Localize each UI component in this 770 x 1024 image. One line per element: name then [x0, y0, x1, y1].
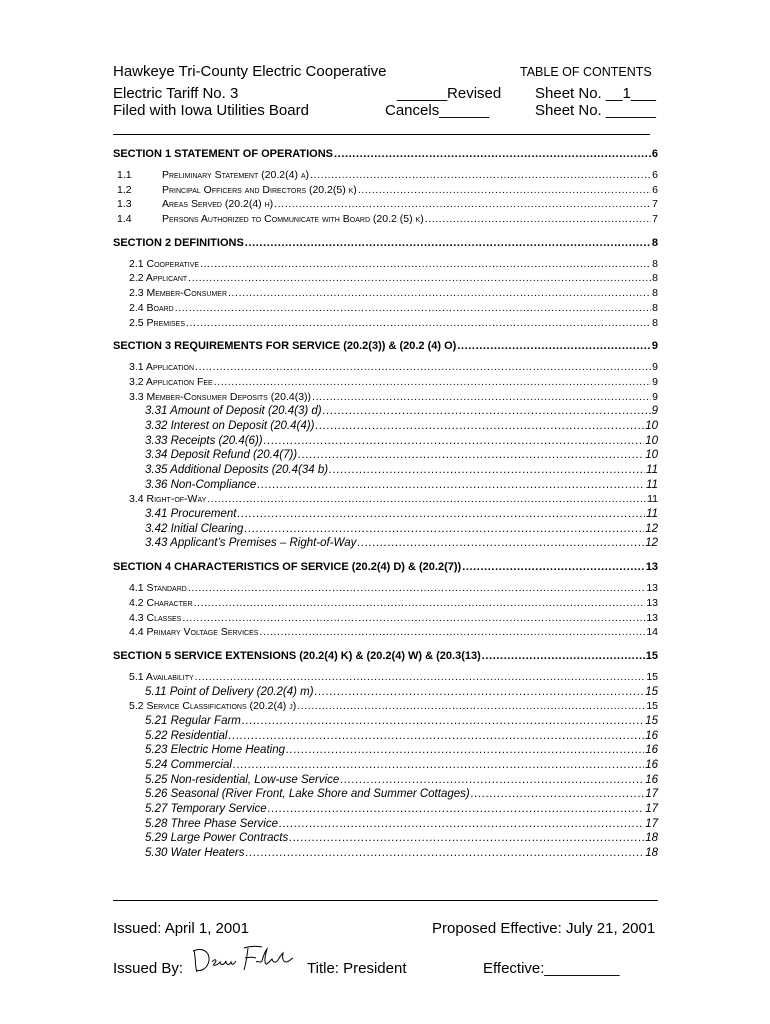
toc-page-number: 10	[645, 419, 658, 432]
dot-leader	[315, 685, 645, 700]
toc-page-number: 11	[646, 478, 658, 491]
toc-entry-row	[113, 670, 658, 685]
toc-entry-row	[113, 846, 658, 861]
toc-page-number: 13	[645, 561, 658, 574]
dot-leader	[200, 257, 651, 272]
toc-entry-title: 3.32 Interest on Deposit (20.4(4))	[145, 419, 315, 432]
toc-page-number: 12	[645, 537, 658, 550]
dot-leader	[297, 699, 645, 714]
toc-entry-title: 3.42 Initial Clearing	[145, 522, 244, 535]
toc-entry-row	[113, 714, 658, 729]
dot-leader	[312, 390, 651, 405]
dot-leader	[334, 146, 651, 162]
dot-leader	[259, 625, 645, 640]
toc-entry-number: 1.2	[117, 183, 132, 196]
toc-entry-title: 3.4 Right-of-Way	[129, 493, 207, 506]
proposed-effective-date: Proposed Effective: July 21, 2001	[432, 920, 656, 937]
toc-entry-row	[113, 286, 658, 301]
dot-leader	[182, 611, 645, 626]
toc-page-number: 17	[645, 788, 658, 801]
toc-label: TABLE OF CONTENTS	[520, 65, 652, 79]
toc-entry-title: 2.2 Applicant	[129, 272, 188, 285]
dot-leader	[289, 831, 644, 846]
dot-leader	[246, 846, 645, 861]
toc-entry-title: Preliminary Statement (20.2(4) a)	[162, 169, 310, 181]
toc-page-number: 13	[646, 611, 658, 624]
toc-entry-title: 5.11 Point of Delivery (20.2(4) m)	[145, 685, 314, 698]
toc-page-number: 6	[652, 169, 658, 181]
toc-page-number: 14	[646, 626, 658, 639]
toc-entry-row	[113, 729, 658, 744]
toc-entry-title: 2.1 Cooperative	[129, 257, 200, 270]
toc-page-number: 11	[646, 508, 658, 521]
signature-image	[190, 942, 296, 978]
toc-entry-row	[113, 625, 658, 640]
toc-entry-row	[113, 419, 658, 434]
dot-leader	[233, 758, 644, 773]
toc-page-number: 11	[646, 464, 658, 476]
dot-leader	[274, 197, 651, 212]
dot-leader	[242, 714, 644, 729]
toc-entry-row	[113, 536, 658, 551]
toc-entry-row	[113, 492, 658, 507]
toc-entry-number: 1.3	[117, 198, 132, 211]
dot-leader	[329, 463, 645, 478]
toc-entry-title: 2.5 Premises	[129, 316, 186, 329]
toc-entry-title: 5.27 Temporary Service	[145, 803, 267, 816]
toc-page-number: 6	[652, 183, 658, 196]
toc-section-row	[113, 338, 658, 354]
toc-page-number: 16	[645, 759, 658, 771]
dot-leader	[228, 286, 651, 301]
toc-entry-title: 3.35 Additional Deposits (20.4(34 b)	[145, 464, 329, 476]
toc-entry-title: 2.3 Member-Consumer	[129, 287, 228, 300]
toc-entry-title: 3.43 Applicant’s Premises – Right-of-Way	[145, 537, 357, 550]
toc-entry-title: 3.33 Receipts (20.4(6))	[145, 434, 263, 447]
toc-entry-title: 3.2 Application Fee	[129, 375, 213, 388]
toc-page-number: 9	[651, 405, 658, 418]
cancels-field: Cancels______	[385, 102, 490, 119]
revised-field: ______Revised	[397, 85, 502, 102]
dot-leader	[194, 596, 646, 611]
toc-entry-title: Areas Served (20.2(4) h)	[162, 198, 274, 211]
toc-page-number: 12	[645, 522, 658, 535]
toc-entry-row	[113, 183, 658, 198]
toc-entry-row	[113, 360, 658, 375]
toc-page-number: 16	[645, 729, 658, 742]
dot-leader	[315, 419, 644, 434]
dot-leader	[286, 743, 644, 758]
dot-leader	[482, 648, 645, 664]
footer-divider	[113, 900, 658, 901]
toc-entry-row	[113, 817, 658, 832]
toc-page-number: 13	[646, 596, 658, 609]
toc-entry-row	[113, 699, 658, 714]
dot-leader	[195, 360, 651, 375]
toc-entry-title: 5.30 Water Heaters	[145, 847, 245, 860]
dot-leader	[310, 168, 651, 183]
toc-entry-row	[113, 581, 658, 596]
toc-entry-title: SECTION 1 STATEMENT OF OPERATIONS	[113, 148, 334, 160]
toc-page-number: 6	[651, 148, 658, 160]
tariff-number: Electric Tariff No. 3	[113, 85, 239, 102]
filed-with: Filed with Iowa Utilities Board	[113, 102, 309, 119]
toc-entry-title: 5.22 Residential	[145, 729, 228, 742]
toc-page-number: 7	[652, 213, 658, 226]
dot-leader	[237, 507, 645, 522]
toc-section-row	[113, 146, 658, 162]
dot-leader	[279, 817, 644, 832]
toc-entry-title: 5.26 Seasonal (River Front, Lake Shore and Summer Cottages)	[145, 788, 470, 801]
toc-entry-row	[113, 787, 658, 802]
dot-leader	[462, 559, 645, 575]
dot-leader	[323, 404, 651, 419]
toc-entry-row	[113, 316, 658, 331]
toc-entry-title: 4.3 Classes	[129, 611, 182, 624]
toc-page-number: 15	[646, 700, 658, 713]
toc-section-row	[113, 648, 658, 664]
dot-leader	[245, 235, 651, 251]
toc-entry-title: SECTION 4 CHARACTERISTICS OF SERVICE (20.2(4) D) & (20.2(7))	[113, 561, 462, 574]
toc-entry-row	[113, 773, 658, 788]
header-divider	[113, 134, 650, 135]
dot-leader	[340, 773, 644, 788]
toc-page-number: 8	[652, 301, 658, 314]
toc-entry-title: 5.2 Service Classifications (20.2(4) j)	[129, 700, 297, 713]
toc-entry-title: 3.41 Procurement	[145, 508, 237, 521]
dot-leader	[264, 434, 645, 449]
toc-entry-title: 5.29 Large Power Contracts	[145, 832, 289, 845]
toc-entry-row	[113, 596, 658, 611]
dot-leader	[195, 670, 646, 685]
dot-leader	[228, 729, 644, 744]
toc-entry-row	[113, 685, 658, 700]
toc-page-number: 13	[646, 582, 658, 595]
toc-entry-row	[113, 831, 658, 846]
toc-entry-row	[113, 802, 658, 817]
toc-entry-row	[113, 448, 658, 463]
toc-entry-title: 4.4 Primary Voltage Services	[129, 626, 259, 639]
toc-entry-title: SECTION 3 REQUIREMENTS FOR SERVICE (20.2(3)) & (20.2 (4) O)	[113, 340, 457, 353]
toc-entry-row	[113, 301, 658, 316]
sheet-number-cancelled: Sheet No. ______	[535, 102, 656, 119]
toc-entry-number: 1.1	[117, 169, 132, 181]
toc-entry-number: 1.4	[117, 213, 132, 226]
toc-page-number: 15	[646, 670, 658, 683]
toc-entry-title: 5.1 Availability	[129, 670, 194, 683]
toc-entry-title: 2.4 Board	[129, 301, 174, 314]
toc-page-number: 9	[652, 361, 658, 374]
toc-page-number: 18	[645, 832, 658, 845]
signer-title: Title: President	[307, 960, 407, 977]
dot-leader	[268, 802, 645, 817]
toc-entry-row	[113, 404, 658, 419]
toc-entry-title: 3.34 Deposit Refund (20.4(7))	[145, 449, 298, 462]
toc-entry-row	[113, 390, 658, 405]
toc-entry-title: Persons Authorized to Communicate with Board (20.2 (5) k)	[162, 213, 424, 226]
dot-leader	[214, 375, 651, 390]
toc-entry-title: 5.21 Regular Farm	[145, 714, 241, 727]
toc-page-number: 15	[645, 649, 658, 662]
toc-entry-row	[113, 257, 658, 272]
toc-entry-row	[113, 375, 658, 390]
toc-page-number: 10	[645, 449, 658, 462]
toc-page-number: 9	[652, 390, 658, 403]
toc-entry-row	[113, 611, 658, 626]
toc-entry-row	[113, 463, 658, 478]
toc-entry-title: 3.31 Amount of Deposit (20.4(3) d)	[145, 405, 322, 418]
toc-page-number: 15	[645, 685, 658, 698]
toc-page-number: 17	[645, 817, 658, 830]
toc-entry-row	[113, 743, 658, 758]
toc-page-number: 9	[651, 340, 658, 353]
toc-entry-title: 4.1 Standard	[129, 582, 187, 595]
toc-page-number: 8	[652, 257, 658, 270]
toc-page-number: 8	[652, 316, 658, 329]
toc-page-number: 10	[645, 434, 658, 447]
toc-entry-title: SECTION 5 SERVICE EXTENSIONS (20.2(4) K) & (20.2(4) W) & (20.3(13)	[113, 649, 481, 662]
toc-page-number: 9	[652, 375, 658, 388]
sheet-number-current: Sheet No. __1___	[535, 85, 656, 102]
toc-entry-row	[113, 758, 658, 773]
dot-leader	[457, 338, 651, 354]
toc-entry-title: 3.1 Application	[129, 361, 195, 374]
toc-entry-title: 3.36 Non-Compliance	[145, 478, 257, 491]
toc-entry-row	[113, 197, 658, 212]
toc-entry-row	[113, 271, 658, 286]
dot-leader	[244, 522, 644, 537]
toc-page-number: 16	[645, 744, 658, 757]
toc-page-number: 18	[645, 847, 658, 860]
toc-page-number: 17	[645, 803, 658, 816]
toc-page-number: 8	[652, 287, 658, 300]
dot-leader	[188, 581, 645, 596]
issued-date: Issued: April 1, 2001	[113, 920, 249, 937]
table-of-contents	[113, 146, 658, 861]
toc-page-number: 11	[647, 493, 658, 506]
toc-entry-title: 5.28 Three Phase Service	[145, 817, 278, 830]
dot-leader	[175, 301, 651, 316]
toc-page-number: 15	[645, 714, 658, 727]
toc-entry-row	[113, 507, 658, 522]
dot-leader	[357, 536, 644, 551]
toc-entry-title: 3.3 Member-Consumer Deposits (20.4(3))	[129, 390, 312, 403]
toc-entry-title: 5.23 Electric Home Heating	[145, 744, 285, 757]
toc-entry-title: 5.25 Non-residential, Low-use Service	[145, 773, 340, 786]
company-name: Hawkeye Tri-County Electric Cooperative	[113, 63, 387, 80]
dot-leader	[207, 492, 646, 507]
toc-entry-row	[113, 434, 658, 449]
toc-page-number: 7	[652, 198, 658, 211]
toc-entry-title: 4.2 Character	[129, 596, 193, 609]
toc-entry-title: SECTION 2 DEFINITIONS	[113, 236, 244, 249]
toc-entry-title: 5.24 Commercial	[145, 759, 232, 771]
toc-entry-row	[113, 212, 658, 227]
toc-page-number: 8	[652, 272, 658, 285]
issued-by-label: Issued By:	[113, 960, 184, 977]
dot-leader	[358, 183, 651, 198]
toc-entry-row	[113, 522, 658, 537]
toc-entry-row	[113, 478, 658, 493]
dot-leader	[186, 316, 651, 331]
dot-leader	[257, 478, 645, 493]
dot-leader	[471, 787, 644, 802]
toc-page-number: 16	[645, 773, 658, 786]
dot-leader	[425, 212, 651, 227]
toc-entry-title: Principal Officers and Directors (20.2(5) k)	[162, 183, 357, 196]
toc-entry-row	[113, 168, 658, 183]
dot-leader	[188, 271, 651, 286]
toc-section-row	[113, 235, 658, 251]
effective-date-field: Effective:_________	[483, 960, 620, 977]
toc-section-row	[113, 559, 658, 575]
toc-page-number: 8	[651, 236, 658, 249]
dot-leader	[298, 448, 644, 463]
